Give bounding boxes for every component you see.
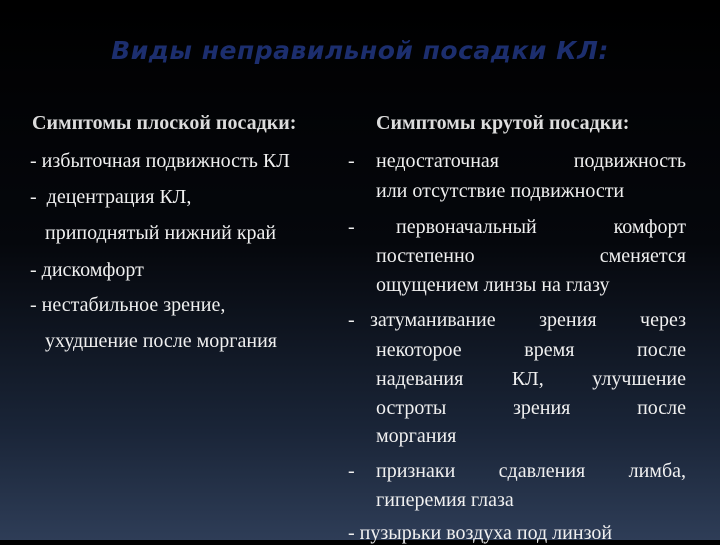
steep-symptom-line: надевания КЛ, улучшение: [376, 368, 686, 390]
steep-symptom-line: остроты зрения после: [376, 397, 686, 419]
flat-fit-heading: Симптомы плоской посадки:: [32, 112, 297, 134]
steep-symptom-line: или отсутствие подвижности: [376, 180, 625, 202]
steep-symptom-line: некоторое время после: [376, 339, 686, 361]
steep-symptom-line: ощущением линзы на глазу: [376, 274, 610, 296]
steep-symptom-line: затуманивание зрения через: [370, 309, 686, 331]
flat-symptom-line: - избыточная подвижность КЛ: [30, 150, 290, 172]
steep-symptom-line: - пузырьки воздуха под линзой: [348, 522, 613, 544]
steep-symptom-line: постепенно сменяется: [376, 245, 686, 267]
slide-title: Виды неправильной посадки КЛ:: [111, 36, 609, 65]
steep-symptom-line: моргания: [376, 425, 457, 447]
flat-symptom-line: ухудшение после моргания: [30, 330, 277, 352]
flat-symptom-line: - нестабильное зрение,: [30, 294, 226, 316]
flat-symptom-line: - дискомфорт: [30, 259, 144, 281]
flat-symptom-line: приподнятый нижний край: [30, 222, 277, 244]
steep-symptom-dash: -: [348, 216, 355, 238]
steep-fit-heading: Симптомы крутой посадки:: [376, 112, 630, 134]
steep-symptom-line: недостаточная подвижность: [376, 150, 686, 172]
steep-symptom-dash: -: [348, 309, 355, 331]
flat-symptom-line: - децентрация КЛ,: [30, 186, 192, 208]
steep-symptom-dash: -: [348, 460, 355, 482]
steep-symptom-line: признаки сдавления лимба,: [376, 460, 686, 482]
steep-symptom-line: гиперемия глаза: [376, 489, 514, 511]
steep-symptom-dash: -: [348, 150, 355, 172]
steep-symptom-line: первоначальный комфорт: [396, 216, 686, 238]
